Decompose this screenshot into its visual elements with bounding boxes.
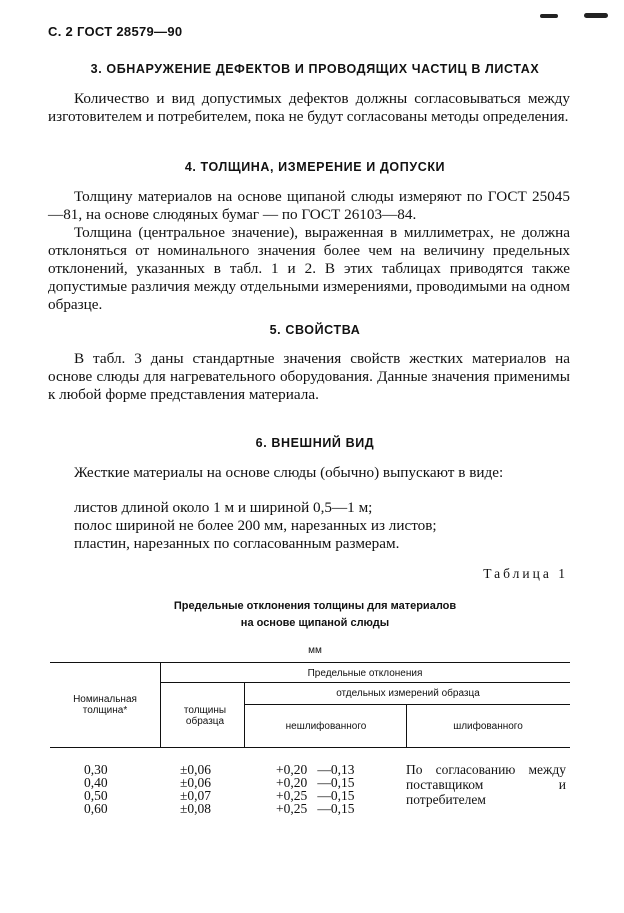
page-header: С. 2 ГОСТ 28579—90 (48, 24, 183, 39)
section-4-heading: 4. ТОЛЩИНА, ИЗМЕРЕНИЕ И ДОПУСКИ (184, 160, 446, 174)
table-cell-unground: +0,20 —0,13 (276, 762, 355, 777)
table-top-rule (50, 662, 570, 663)
section-5-heading: 5. СВОЙСТВА (269, 323, 361, 337)
table-caption-line-2: на основе щипаной слюды (240, 617, 390, 629)
table-col-divider (160, 663, 161, 747)
table-cell-nominal: 0,60 (84, 801, 108, 816)
table-header-rule (50, 747, 570, 748)
table-cell-tolerance: ±0,07 (180, 788, 212, 803)
table-col-divider (406, 705, 407, 747)
table-label: Таблица 1 (483, 566, 568, 581)
section-4-paragraph-1: Толщину материалов на основе щипаной слюды измеряют по ГОСТ 25045—81, на основе слюдяных бумаг — по ГОСТ 26103—84. (48, 188, 570, 223)
section-3-paragraph: Количество и вид допустимых дефектов должны согласовываться между изготовителем и потребителем, пока не будут согласованы методы определения. (48, 90, 570, 125)
table-cell-nominal: 0,30 (84, 762, 108, 777)
section-3-heading: 3. ОБНАРУЖЕНИЕ ДЕФЕКТОВ И ПРОВОДЯЩИХ ЧАСТИЦ В ЛИСТАХ (90, 62, 540, 76)
table-cell-nominal: 0,50 (84, 788, 108, 803)
table-cell-nominal: 0,40 (84, 775, 108, 790)
section-6-heading: 6. ВНЕШНИЙ ВИД (255, 436, 375, 450)
table-row-divider (244, 704, 570, 705)
section-6-paragraph: Жесткие материалы на основе слюды (обычно) выпускают в виде: (74, 464, 504, 481)
table-cell-unground: +0,20 —0,15 (276, 775, 355, 790)
section-5-paragraph: В табл. 3 даны стандартные значения свойств жестких материалов на основе слюды для нагревательного оборудования. Данные значения применимы к любой форме представления материала. (48, 350, 570, 403)
table-note-ground: По согласованию между поставщиком и потребителем (406, 762, 566, 807)
table-caption: Предельные отклонения толщины для материалов (173, 600, 457, 612)
header-thickness: толщины образца (183, 705, 227, 727)
ink-smudge (540, 10, 610, 24)
section-4-paragraph-2: Толщина (центральное значение), выраженная в миллиметрах, не должна отклоняться от номинального значения более чем на величину предельных отклонений, указанных в табл. 1 и 2. В этих таблицах приводятся также допустимые различия между отдельными измерениями, проводимыми на одном образце. (48, 224, 570, 313)
table-row-divider (160, 682, 570, 683)
table-cell-unground: +0,25 —0,15 (276, 801, 355, 816)
table-unit: мм (308, 645, 322, 656)
table-col-divider (244, 683, 245, 747)
list-item: полос шириной не более 200 мм, нарезанных из листов; (74, 517, 437, 534)
list-item: пластин, нарезанных по согласованным размерам. (74, 535, 400, 552)
table-cell-tolerance: ±0,08 (180, 801, 212, 816)
header-nominal: Номинальная толщина* (73, 694, 137, 716)
header-limits: Предельные отклонения (307, 668, 423, 679)
header-ground: шлифованного (453, 721, 523, 732)
table-cell-unground: +0,25 —0,15 (276, 788, 355, 803)
header-individual: отдельных измерений образца (336, 688, 480, 699)
table-cell-tolerance: ±0,06 (180, 775, 212, 790)
header-unground: нешлифованного (285, 721, 367, 732)
list-item: листов длиной около 1 м и шириной 0,5—1 м; (74, 499, 373, 516)
table-cell-tolerance: ±0,06 (180, 762, 212, 777)
